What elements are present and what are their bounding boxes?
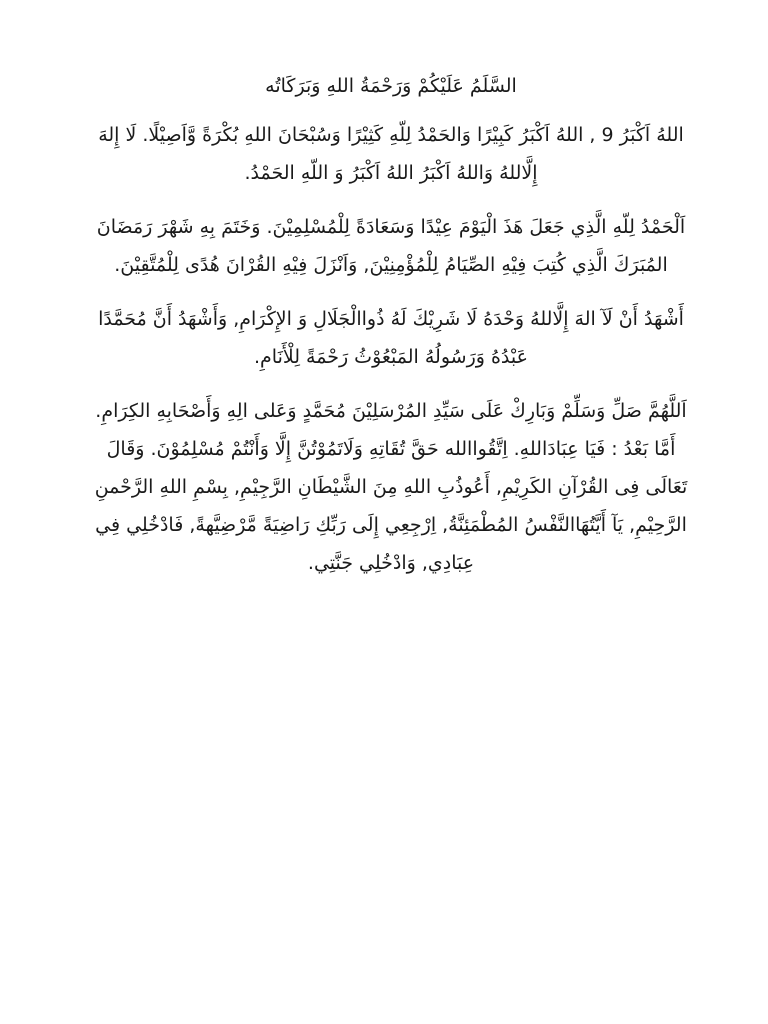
shahada-paragraph: أَشْهَدُ أَنْ لَآ الهَ إِلَّاللهُ وَحْدَهُ لَا شَرِيْكَ لَهُ ذُواالْجَلَالِ وَ الإِكْرَامِ, وَأَشْهَدُ أَنَّ مُحَمَّدًا عَبْدُهُ وَرَسُولُهُ المَبْعُوْثُ رَحْمَةً لِلْأَنَامِ. <box>98 308 684 368</box>
document-page <box>86 70 696 598</box>
praise-paragraph: اَلْحَمْدُ لِلّهِ الَّذِي جَعَلَ هَذَ الْيَوْمَ عِيْدًا وَسَعَادَةً لِلْمُسْلِمِيْنَ. وَخَتَمَ بِهِ شَهْرَ رَمَضَانَ المُبَرَكَ الَّذِي كُتِبَ فِيْهِ الصِّيَامُ لِلْمُؤْمِنِيْنَ, وَاَنْزَلَ فِيْهِ القُرْانَ هُدًى لِلْمُتَّقِيْنَ. <box>96 216 686 276</box>
greeting-heading: السَّلَمُ عَلَيْكُمْ وَرَحْمَةُ اللهِ وَبَرَكَاتُه <box>265 75 517 97</box>
salawat-paragraph: اَللَّهُمَّ صَلِّ وَسَلِّمْ وَبَارِكْ عَلَى سَيِّدِ المُرْسَلِيْنَ مُحَمَّدٍ وَعَلى الِهِ وَأَصْحَابِهِ الكِرَامِ. أَمَّا بَعْدُ : فَيَا عِبَادَاللهِ. اِتَّقُواالله حَقَّ تُقَاتِهِ وَلَاتَمُوْتُنَّ إِلَّا وَأَنْتُمْ مُسْلِمُوْنَ. وَقَالَ تَعَالَى فِى القُرْآنِ الكَرِيْمِ, أَعُوذُبِ اللهِ مِنَ الشَّيْطَانِ الرَّجِيْمِ, بِسْمِ اللهِ الرَّحْمنِ الرَّحِيْمِ, يَآ أَيَّتُهَاالنَّفْسُ المُطْمَئِنَّةُ, اِرْجِعِي إِلَى رَبِّكِ رَاضِيَةً مَّرْضِيَّهةً, فَادْخُلِي فِي عِبَادِي, وَادْخُلِي جَنَّتِي. <box>94 400 688 574</box>
takbir-paragraph: اللهُ اَكْبَرُ 9 , اللهُ اَكْبَرُ كَبِيْرًا وَالحَمْدُ لِلّهِ كَثِيْرًا وَسُبْحَانَ اللهِ بُكْرَةً وَّاَصِيْلًا. لَا إِلهَ إِلَّاللهُ وَاللهُ اَكْبَرُ اللهُ اَكْبَرُ وَ اللّهِ الحَمْدُ. <box>98 124 684 184</box>
